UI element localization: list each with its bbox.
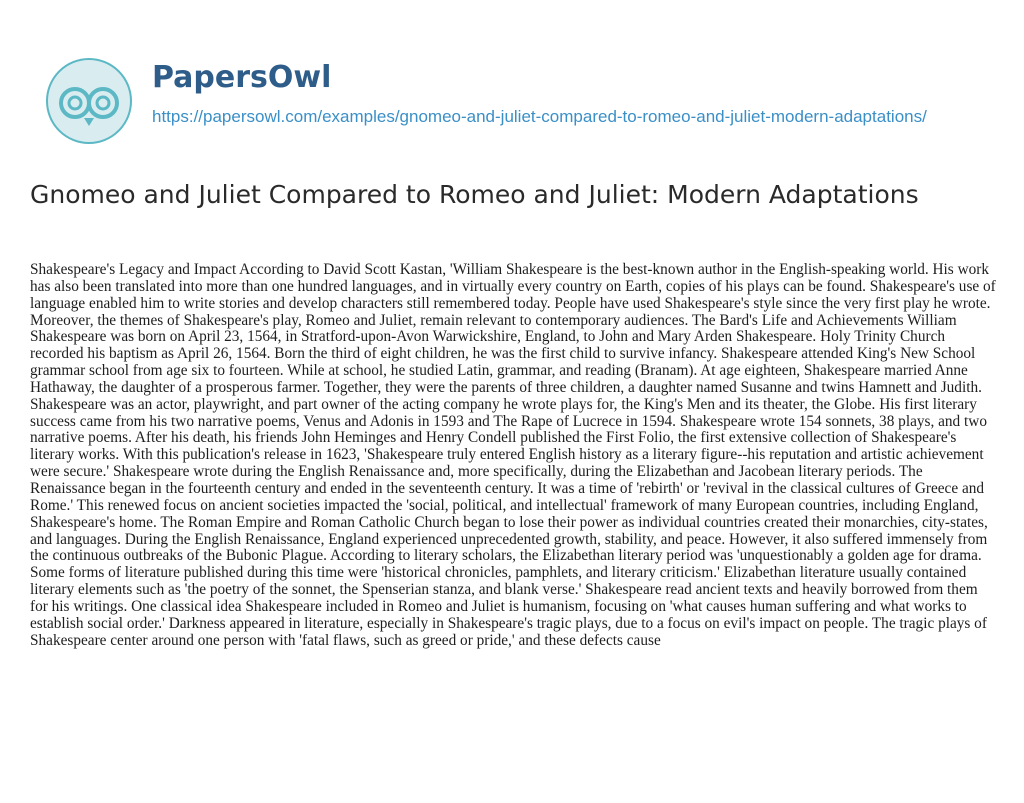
article-title: Gnomeo and Juliet Compared to Romeo and Juliet: Modern Adaptations xyxy=(30,180,919,209)
owl-eyes-logo-icon[interactable] xyxy=(44,56,134,146)
brand-name[interactable]: PapersOwl xyxy=(152,60,332,95)
article-body: Shakespeare's Legacy and Impact According to David Scott Kastan, 'William Shakespeare is the best-known author in the English-speaking world. His work has also been translated into more than one hundred languages, and in virtually every country on Earth, copies of his plays can be found. Shakespeare's use of language enabled him to write stories and develop characters still remembered today. People have used Shakespeare's style since the very first play he wrote. Moreover, the themes of Shakespeare's play, Romeo and Juliet, remain relevant to contemporary audiences. The Bard's Life and Achievements William Shakespeare was born on April 23, 1564, in Stratford-upon-Avon Warwickshire, England, to John and Mary Arden Shakespeare. Holy Trinity Church recorded his baptism as April 26, 1564. Born the third of eight children, he was the first child to survive infancy. Shakespeare attended King's New School grammar school from age six to fourteen. While at school, he studied Latin, grammar, and reading (Branam). At age eighteen, Shakespeare married Anne Hathaway, the daughter of a prosperous farmer. Together, they were the parents of three children, a daughter named Susanne and twins Hamnett and Judith. Shakespeare was an actor, playwright, and part owner of the acting company he wrote plays for, the King's Men and its theater, the Globe. His first literary success came from his two narrative poems, Venus and Adonis in 1593 and The Rape of Lucrece in 1594. Shakespeare wrote 154 sonnets, 38 plays, and two narrative poems. After his death, his friends John Heminges and Henry Condell published the First Folio, the first extensive collection of Shakespeare's literary works. With this publication's release in 1623, 'Shakespeare truly entered English history as a literary figure--his reputation and artistic achievement were secure.' Shakespeare wrote during the English Renaissance and, more specifically, during the Elizabethan and Jacobean literary periods. The Renaissance began in the fourteenth century and ended in the seventeenth century. It was a time of 'rebirth' or 'revival in the classical cultures of Greece and Rome.' This renewed focus on ancient societies impacted the 'social, political, and intellectual' framework of many European countries, including England, Shakespeare's home. The Roman Empire and Roman Catholic Church began to lose their power as individual countries created their monarchies, city-states, and languages. During the English Renaissance, England experienced unprecedented growth, stability, and peace. However, it also suffered immensely from the continuous outbreaks of the Bubonic Plague. According to literary scholars, the Elizabethan literary period was 'unquestionably a golden age for drama. Some forms of literature published during this time were 'historical chronicles, pamphlets, and literary criticism.' Elizabethan literature usually contained literary elements such as 'the poetry of the sonnet, the Spenserian stanza, and blank verse.' Shakespeare read ancient texts and heavily borrowed from them for his writings. One classical idea Shakespeare included in Romeo and Juliet is humanism, focusing on 'what causes human suffering and what works to establish social order.' Darkness appeared in literature, especially in Shakespeare's tragic plays, due to a focus on evil's impact on people. The tragic plays of Shakespeare center around one person with 'fatal flaws, such as greed or pride,' and these defects cause xyxy=(30,261,996,649)
site-header xyxy=(44,54,942,146)
brand-block xyxy=(152,54,942,128)
source-url-link[interactable]: https://papersowl.com/examples/gnomeo-and-juliet-compared-to-romeo-and-juliet-modern-adaptations/ xyxy=(152,107,927,126)
